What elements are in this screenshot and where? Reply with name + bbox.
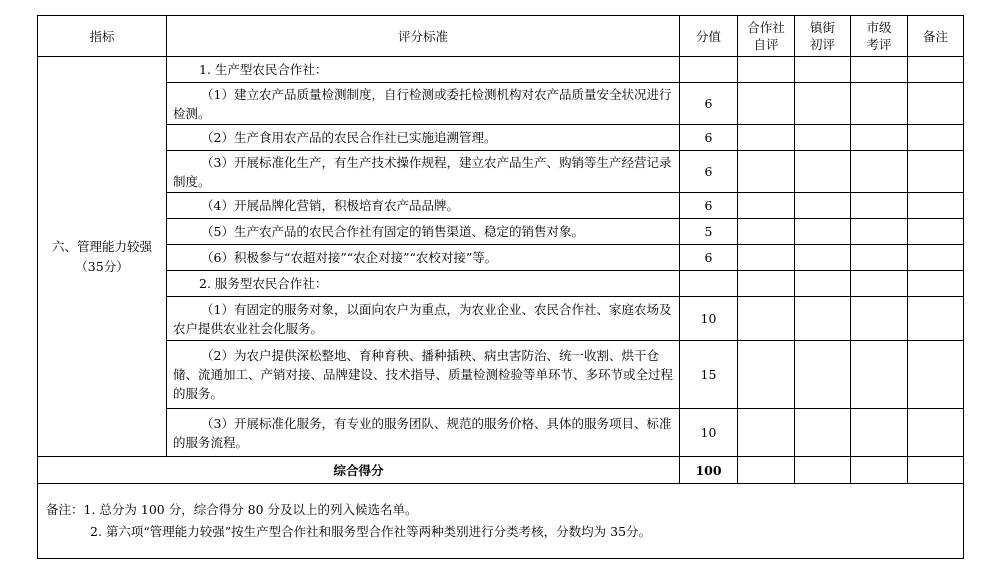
section-heading-production: 1. 生产型农民合作社： <box>167 57 680 83</box>
table-row <box>38 341 964 409</box>
indicator-points: （35分） <box>75 258 129 274</box>
score-cell: 6 <box>680 125 738 151</box>
remarks-cell <box>908 219 964 245</box>
town-eval-cell <box>795 341 851 409</box>
criteria-text-content: （4）开展品牌化营销，积极培育农产品品牌。 <box>201 198 459 213</box>
remarks-cell <box>908 57 964 83</box>
coop-self-eval-cell <box>738 409 795 457</box>
header-indicator: 指标 <box>38 16 167 57</box>
city-eval-cell <box>851 219 908 245</box>
score-cell <box>680 57 738 83</box>
criteria-text <box>167 219 680 245</box>
criteria-text-content: （6）积极参与“农超对接”“农企对接”“农校对接”等。 <box>201 250 498 265</box>
header-coop-self-eval-line2: 自评 <box>753 37 779 52</box>
notes-cell <box>38 484 964 559</box>
table-row <box>38 219 964 245</box>
remarks-cell <box>908 271 964 297</box>
scoring-table <box>37 15 964 559</box>
total-value: 100 <box>680 457 738 484</box>
score-cell: 6 <box>680 193 738 219</box>
criteria-text <box>167 245 680 271</box>
criteria-text <box>167 297 680 341</box>
score-cell: 10 <box>680 297 738 341</box>
coop-self-eval-cell <box>738 125 795 151</box>
table-row <box>38 245 964 271</box>
notes-row <box>38 484 964 559</box>
remarks-cell <box>908 83 964 125</box>
coop-self-eval-cell <box>738 245 795 271</box>
remarks-cell <box>908 193 964 219</box>
header-points: 分值 <box>680 16 738 57</box>
header-city-eval-line2: 考评 <box>866 37 892 52</box>
header-coop-self-eval <box>738 16 795 57</box>
table-row <box>38 83 964 125</box>
coop-self-eval-cell <box>738 151 795 193</box>
town-eval-cell <box>795 193 851 219</box>
criteria-text <box>167 341 680 409</box>
table-row <box>38 57 964 83</box>
coop-self-eval-cell <box>738 57 795 83</box>
criteria-text-content: （2）为农户提供深松整地、育种育秧、播种插秧、病虫害防治、统一收割、烘干仓储、流通加工、产销对接、品牌建设、技术指导、质量检测检验等单环节、多环节或全过程的服务。 <box>173 348 674 401</box>
remarks-cell <box>908 297 964 341</box>
city-eval-cell <box>851 125 908 151</box>
table-row <box>38 151 964 193</box>
coop-self-eval-cell <box>738 271 795 297</box>
criteria-text-content: （3）开展标准化生产，有生产技术操作规程，建立农产品生产、购销等生产经营记录制度。 <box>173 154 672 189</box>
table-row <box>38 409 964 457</box>
remarks-cell <box>908 245 964 271</box>
total-label: 综合得分 <box>38 457 680 484</box>
header-row <box>38 16 964 57</box>
city-eval-cell <box>851 341 908 409</box>
city-eval-cell <box>851 297 908 341</box>
header-criteria: 评分标准 <box>167 16 680 57</box>
criteria-text-content: （1）有固定的服务对象，以面向农户为重点，为农业企业、农民合作社、家庭农场及农户提供农业社会化服务。 <box>173 301 672 336</box>
city-eval-cell <box>851 457 908 484</box>
remarks-cell <box>908 151 964 193</box>
score-cell <box>680 271 738 297</box>
table-row <box>38 297 964 341</box>
criteria-text <box>167 151 680 193</box>
header-city-eval <box>851 16 908 57</box>
criteria-text-content: （1）建立农产品质量检测制度，自行检测或委托检测机构对农产品质量安全状况进行检测。 <box>173 86 672 121</box>
header-city-eval-line1: 市级 <box>866 20 892 35</box>
town-eval-cell <box>795 297 851 341</box>
town-eval-cell <box>795 219 851 245</box>
coop-self-eval-cell <box>738 83 795 125</box>
score-cell: 6 <box>680 245 738 271</box>
criteria-text <box>167 193 680 219</box>
header-remarks: 备注 <box>908 16 964 57</box>
coop-self-eval-cell <box>738 193 795 219</box>
header-town-eval-line1: 镇街 <box>809 20 835 35</box>
score-cell: 15 <box>680 341 738 409</box>
town-eval-cell <box>795 245 851 271</box>
score-cell: 6 <box>680 83 738 125</box>
town-eval-cell <box>795 57 851 83</box>
header-town-eval <box>795 16 851 57</box>
criteria-text <box>167 409 680 457</box>
coop-self-eval-cell <box>738 297 795 341</box>
table-row <box>38 271 964 297</box>
indicator-title: 六、管理能力较强 <box>51 238 152 254</box>
city-eval-cell <box>851 271 908 297</box>
table-row <box>38 125 964 151</box>
town-eval-cell <box>795 457 851 484</box>
city-eval-cell <box>851 409 908 457</box>
score-cell: 5 <box>680 219 738 245</box>
town-eval-cell <box>795 151 851 193</box>
city-eval-cell <box>851 151 908 193</box>
criteria-text <box>167 83 680 125</box>
total-row <box>38 457 964 484</box>
table-row <box>38 193 964 219</box>
town-eval-cell <box>795 271 851 297</box>
criteria-text <box>167 125 680 151</box>
header-coop-self-eval-line1: 合作社 <box>747 20 785 35</box>
remarks-cell <box>908 125 964 151</box>
coop-self-eval-cell <box>738 341 795 409</box>
town-eval-cell <box>795 125 851 151</box>
score-cell: 10 <box>680 409 738 457</box>
criteria-text-content: （2）生产食用农产品的农民合作社已实施追溯管理。 <box>201 130 497 145</box>
coop-self-eval-cell <box>738 219 795 245</box>
town-eval-cell <box>795 409 851 457</box>
section-heading-service: 2. 服务型农民合作社： <box>167 271 680 297</box>
remarks-cell <box>908 457 964 484</box>
city-eval-cell <box>851 193 908 219</box>
remarks-cell <box>908 409 964 457</box>
note-line-1: 备注：1. 总分为 100 分，综合得分 80 分及以上的列入候选名单。 <box>46 502 418 517</box>
score-cell: 6 <box>680 151 738 193</box>
city-eval-cell <box>851 83 908 125</box>
criteria-text-content: （3）开展标准化服务，有专业的服务团队、规范的服务价格、具体的服务项目、标准的服务流程。 <box>173 415 672 450</box>
coop-self-eval-cell <box>738 457 795 484</box>
header-town-eval-line2: 初评 <box>809 37 835 52</box>
remarks-cell <box>908 341 964 409</box>
town-eval-cell <box>795 83 851 125</box>
note-line-2: 2. 第六项“管理能力较强”按生产型合作社和服务型合作社等两种类别进行分类考核，分数均为 35分。 <box>90 524 652 539</box>
criteria-text-content: （5）生产农产品的农民合作社有固定的销售渠道、稳定的销售对象。 <box>201 224 584 239</box>
indicator-cell <box>38 57 167 457</box>
city-eval-cell <box>851 245 908 271</box>
city-eval-cell <box>851 57 908 83</box>
